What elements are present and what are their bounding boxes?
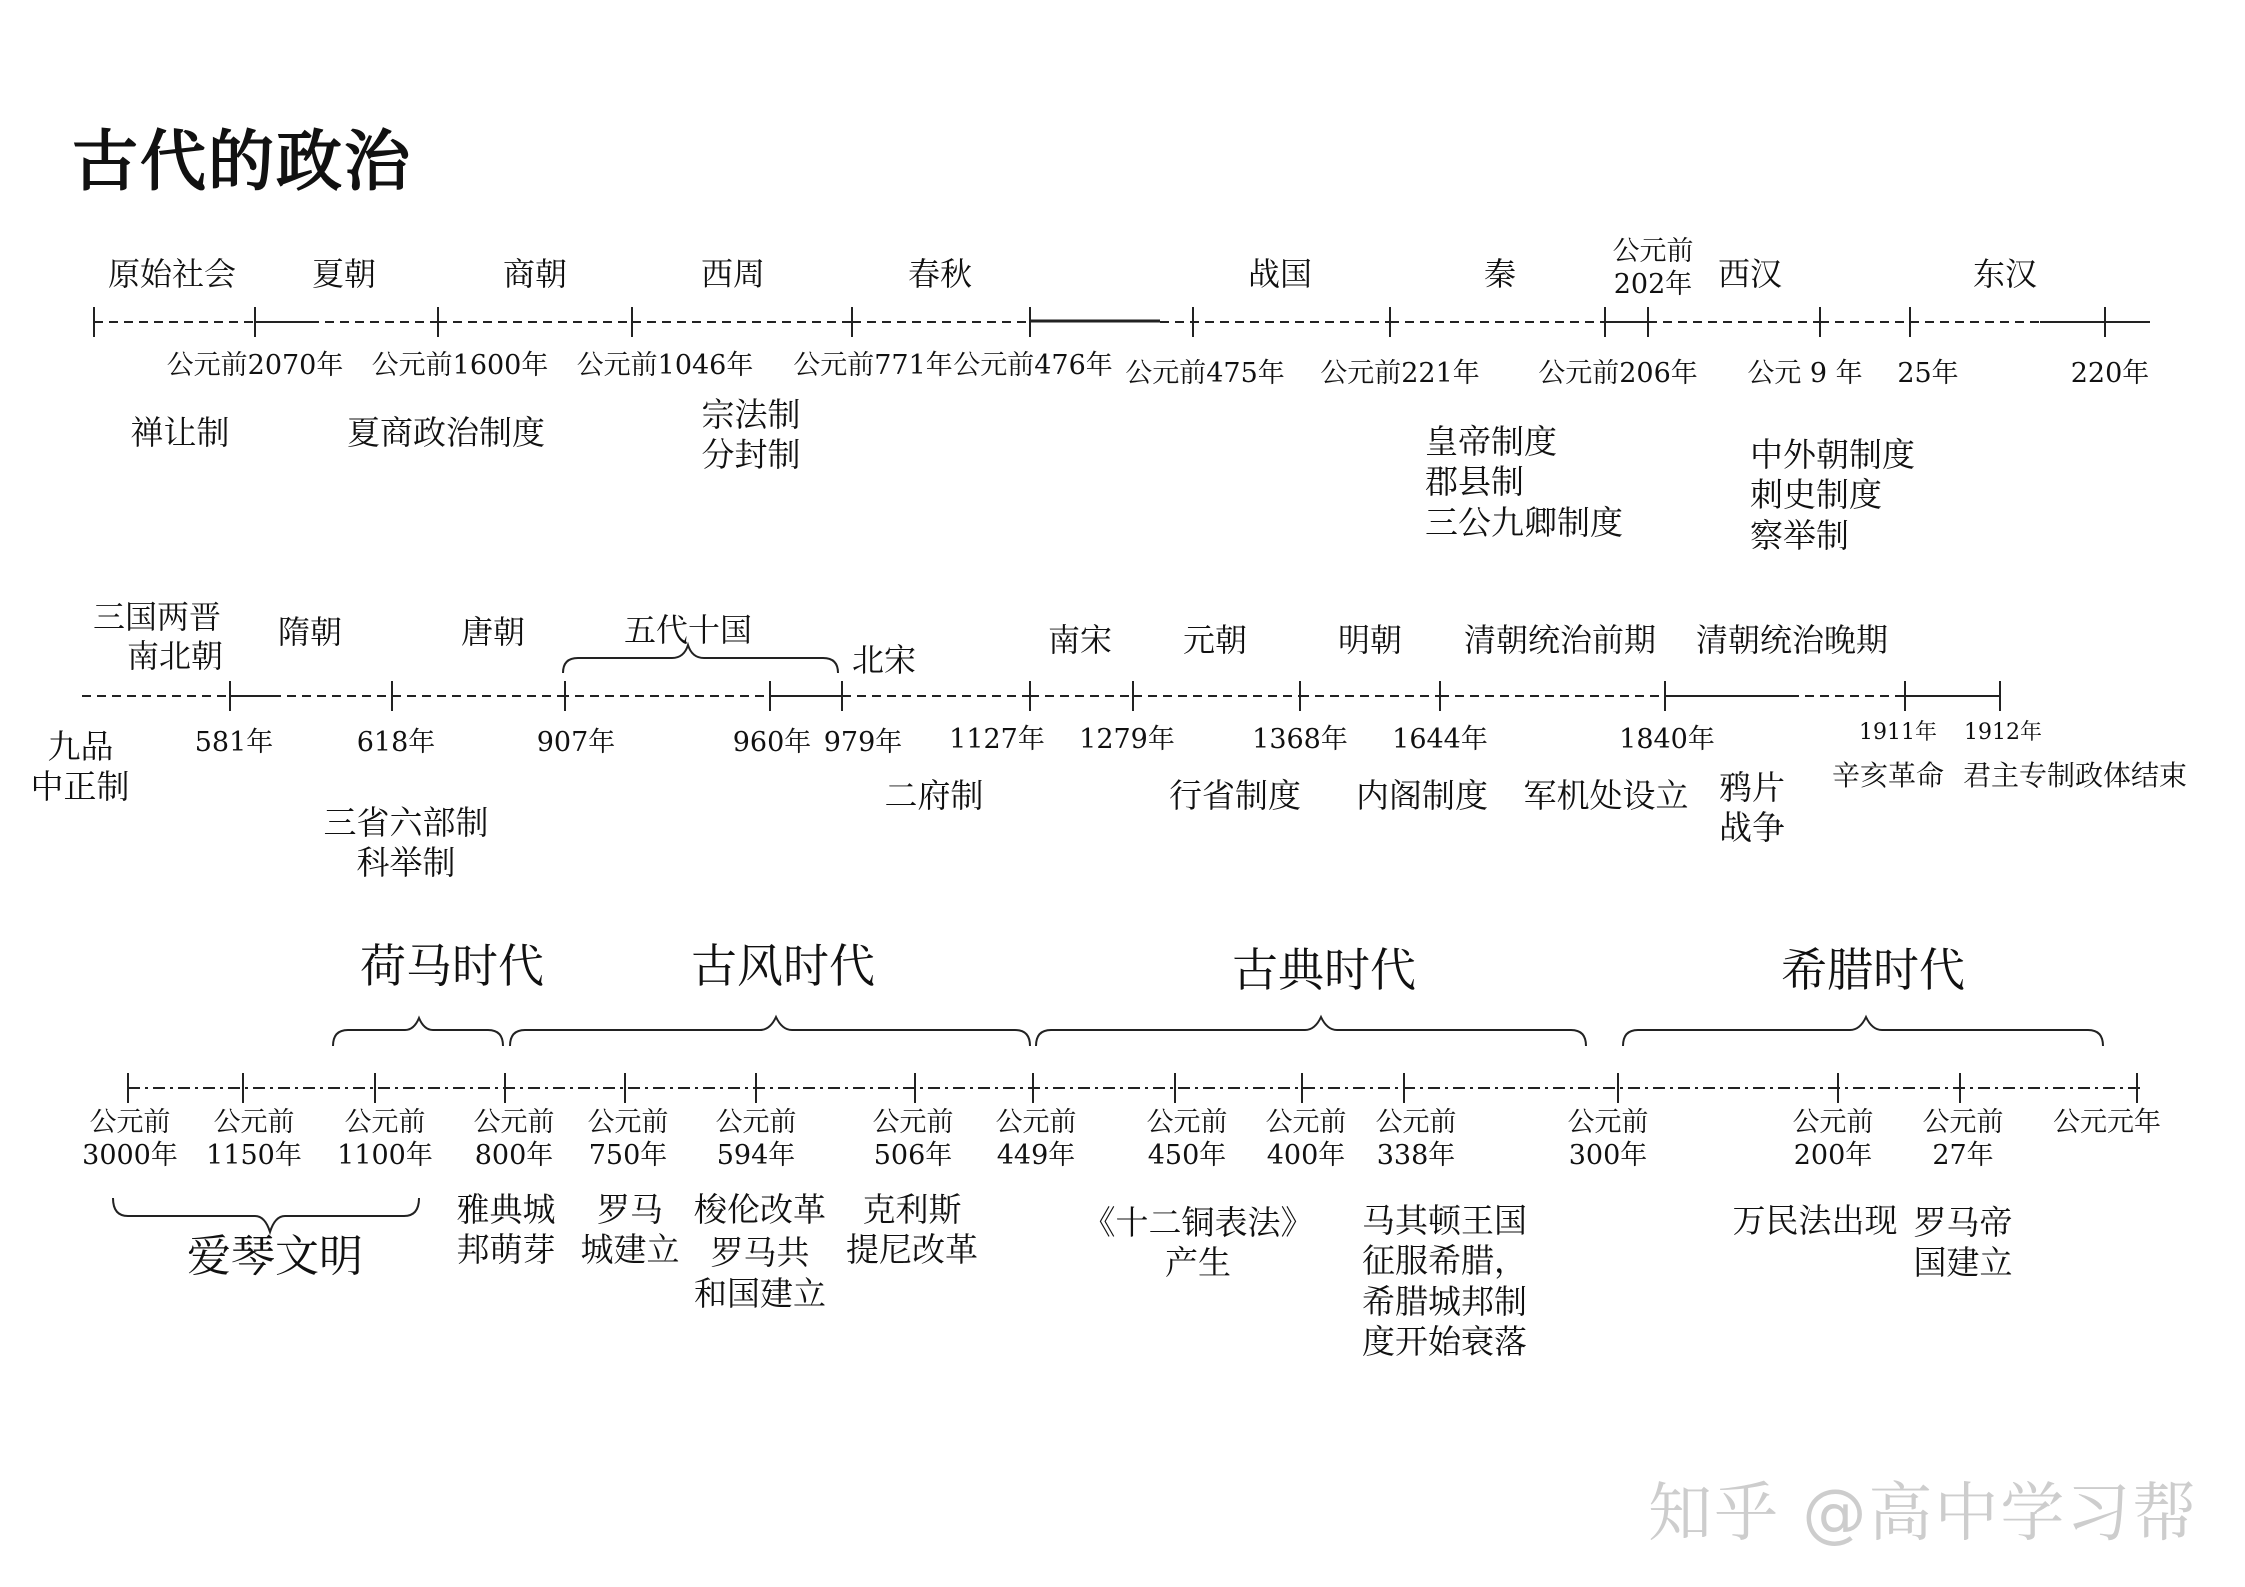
event-line: 鸦片 — [1719, 768, 1785, 807]
event-line: 提尼改革 — [846, 1230, 978, 1270]
era-classical: 古典时代 — [1232, 943, 1416, 997]
event-line: 《十二铜表法》 — [1082, 1203, 1314, 1242]
date-line: 506年 — [873, 1139, 953, 1171]
date-label: 1644年 — [1392, 724, 1488, 755]
watermark: 知乎 @高中学习帮 — [1648, 1477, 2199, 1551]
period-label: 北宋 — [851, 641, 917, 679]
date-line: 公元前 — [995, 1107, 1077, 1138]
date-line: 公元前 — [344, 1107, 426, 1138]
event-line: 战争 — [1719, 808, 1785, 848]
system-xiashang: 夏商政治制度 — [347, 413, 545, 452]
period-label: 商朝 — [502, 255, 568, 293]
date-line: 450年 — [1147, 1139, 1227, 1171]
system-line: 宗法制 — [701, 395, 801, 434]
date-label: 公元 9 年 — [1747, 358, 1863, 389]
event-solon — [694, 1190, 826, 1314]
date-label — [474, 1107, 555, 1173]
system-line: 三公九卿制度 — [1425, 502, 1623, 542]
period-label: 元朝 — [1182, 621, 1248, 659]
date-line: 公元前 — [1567, 1107, 1649, 1138]
system-line: 郡县制 — [1425, 462, 1524, 502]
event-line: 产生 — [1165, 1243, 1231, 1283]
system-line: 九品 — [47, 727, 114, 766]
date-line: 公元元年 — [2053, 1107, 2161, 1138]
event-line: 罗马帝 — [1913, 1203, 2013, 1242]
system-line: 中正制 — [30, 767, 130, 807]
system-line: 察举制 — [1750, 515, 1849, 555]
date-label: 公元前771年 — [793, 350, 953, 381]
period-label: 西汉 — [1717, 255, 1783, 293]
date-label — [1568, 1107, 1649, 1173]
date-line: 800年 — [474, 1139, 554, 1171]
date-label: 1840年 — [1619, 724, 1715, 755]
period-label: 南宋 — [1047, 621, 1113, 659]
system-line: 中外朝制度 — [1750, 435, 1915, 474]
event-roman-empire — [1914, 1203, 2013, 1284]
period-label: 战国 — [1247, 255, 1313, 293]
period-label: 明朝 — [1337, 621, 1403, 659]
date-label: 220年 — [2070, 358, 2150, 389]
period-label: 清朝统治前期 — [1463, 621, 1657, 659]
event-athens — [457, 1190, 556, 1271]
era-homeric: 荷马时代 — [360, 939, 544, 993]
period-label: 隋朝 — [277, 613, 343, 651]
period-label: 春秋 — [907, 255, 973, 293]
event-line: 罗马共 — [710, 1233, 810, 1273]
date-line: 338年 — [1376, 1139, 1456, 1171]
date-label: 公元前206年 — [1538, 358, 1698, 389]
han-start-line: 公元前 — [1612, 236, 1694, 267]
date-label: 960年 — [732, 727, 812, 758]
period-label: 原始社会 — [107, 255, 237, 293]
period-sanguo — [93, 598, 223, 676]
date-label — [1266, 1107, 1347, 1173]
event-line: 罗马 — [597, 1190, 663, 1229]
date-line: 公元前 — [1375, 1107, 1457, 1138]
date-line: 公元前 — [89, 1107, 171, 1138]
date-label: 1912年 — [1964, 720, 2042, 745]
event-rome — [581, 1190, 680, 1271]
event-autocracy-end: 君主专制政体结束 — [1962, 759, 2188, 792]
event-line: 雅典城 — [456, 1190, 556, 1229]
era-hellenistic: 希腊时代 — [1781, 943, 1965, 997]
date-line: 1150年 — [206, 1139, 302, 1171]
period-label: 唐朝 — [460, 613, 526, 651]
period-label: 清朝统治晚期 — [1695, 621, 1889, 659]
system-jiupin — [31, 727, 130, 808]
event-line: 邦萌芽 — [456, 1230, 556, 1270]
system-line: 分封制 — [701, 435, 801, 475]
date-line: 公元前 — [213, 1107, 295, 1138]
date-label: 1127年 — [949, 724, 1045, 755]
event-line: 城建立 — [580, 1230, 680, 1270]
page-title: 古代的政治 — [72, 123, 412, 200]
date-label: 618年 — [356, 727, 436, 758]
date-label — [1376, 1107, 1457, 1173]
period-line: 南北朝 — [126, 637, 224, 676]
date-label: 公元前1046年 — [576, 350, 754, 381]
date-line: 公元前 — [473, 1107, 555, 1138]
system-sansheng — [324, 803, 489, 884]
event-line: 克利斯 — [862, 1190, 962, 1229]
event-line: 国建立 — [1913, 1243, 2013, 1283]
date-label: 公元前1600年 — [371, 350, 549, 381]
date-label: 25年 — [1897, 358, 1959, 389]
date-line: 公元前 — [1146, 1107, 1228, 1138]
date-label — [82, 1107, 178, 1173]
date-label — [1147, 1107, 1228, 1173]
period-line: 三国两晋 — [92, 598, 222, 636]
period-label: 东汉 — [1972, 255, 2038, 293]
date-label: 979年 — [823, 727, 903, 758]
system-line: 皇帝制度 — [1425, 422, 1557, 461]
period-label: 秦 — [1483, 255, 1517, 293]
event-xinhai: 辛亥革命 — [1831, 759, 1945, 792]
period-label: 夏朝 — [311, 255, 377, 293]
date-line: 公元前 — [1265, 1107, 1347, 1138]
date-label — [996, 1107, 1077, 1173]
event-jus-gentium: 万民法出现 — [1732, 1201, 1898, 1240]
period-label: 五代十国 — [623, 611, 753, 649]
date-line: 3000年 — [82, 1139, 178, 1171]
system-neige: 内阁制度 — [1356, 776, 1488, 815]
date-label — [716, 1107, 797, 1173]
era-aegean: 爱琴文明 — [187, 1231, 363, 1282]
date-line: 公元前 — [587, 1107, 669, 1138]
row1-axis — [94, 307, 2150, 337]
date-label: 1279年 — [1079, 724, 1175, 755]
system-line: 三省六部制 — [323, 803, 489, 842]
system-qin — [1425, 422, 1623, 543]
date-label — [206, 1107, 302, 1173]
date-label — [873, 1107, 954, 1173]
period-label: 西周 — [700, 255, 766, 293]
event-macedon — [1362, 1201, 1527, 1362]
system-line: 刺史制度 — [1750, 475, 1882, 515]
event-line: 梭伦改革 — [694, 1190, 826, 1229]
date-label: 581年 — [194, 727, 274, 758]
date-line: 公元前 — [872, 1107, 954, 1138]
era-archaic: 古风时代 — [691, 939, 875, 993]
date-line: 750年 — [588, 1139, 668, 1171]
system-han — [1750, 435, 1915, 556]
date-line: 300年 — [1568, 1139, 1648, 1171]
event-line: 马其顿王国 — [1362, 1201, 1527, 1240]
date-label: 公元前475年 — [1125, 358, 1285, 389]
date-line: 公元前 — [1922, 1107, 2004, 1138]
date-label: 907年 — [536, 727, 616, 758]
date-line: 594年 — [716, 1139, 796, 1171]
date-label — [337, 1107, 433, 1173]
event-line: 希腊城邦制 — [1362, 1281, 1527, 1321]
date-label — [1923, 1107, 2004, 1173]
date-line: 449年 — [996, 1139, 1076, 1171]
date-line: 400年 — [1266, 1139, 1346, 1171]
date-line: 公元前 — [715, 1107, 797, 1138]
event-line: 征服希腊， — [1362, 1241, 1527, 1281]
system-erfu: 二府制 — [884, 776, 984, 815]
date-line: 200年 — [1793, 1139, 1873, 1171]
date-label: 公元前221年 — [1320, 358, 1480, 389]
event-cleisthenes — [846, 1190, 978, 1271]
system-zongfa — [702, 395, 801, 476]
date-label: 公元前476年 — [953, 350, 1113, 381]
date-label — [588, 1107, 669, 1173]
system-line: 科举制 — [356, 843, 456, 883]
date-label: 公元前2070年 — [166, 350, 344, 381]
date-label: 1368年 — [1252, 724, 1348, 755]
date-label — [1793, 1107, 1874, 1173]
han-start-line: 202年 — [1613, 268, 1693, 300]
event-line: 和国建立 — [694, 1273, 826, 1313]
date-line: 27年 — [1932, 1139, 1994, 1171]
date-line: 1100年 — [337, 1139, 433, 1171]
event-opium-war — [1719, 768, 1785, 849]
date-label: 1911年 — [1859, 720, 1937, 745]
system-shanrang: 禅让制 — [130, 413, 230, 452]
han-start-label — [1613, 236, 1694, 302]
system-xingsheng: 行省制度 — [1169, 776, 1301, 815]
event-line: 度开始衰落 — [1362, 1321, 1527, 1361]
date-line: 公元前 — [1792, 1107, 1874, 1138]
system-junji: 军机处设立 — [1523, 776, 1689, 815]
date-label — [2053, 1107, 2161, 1140]
event-twelve-tables — [1083, 1203, 1314, 1284]
